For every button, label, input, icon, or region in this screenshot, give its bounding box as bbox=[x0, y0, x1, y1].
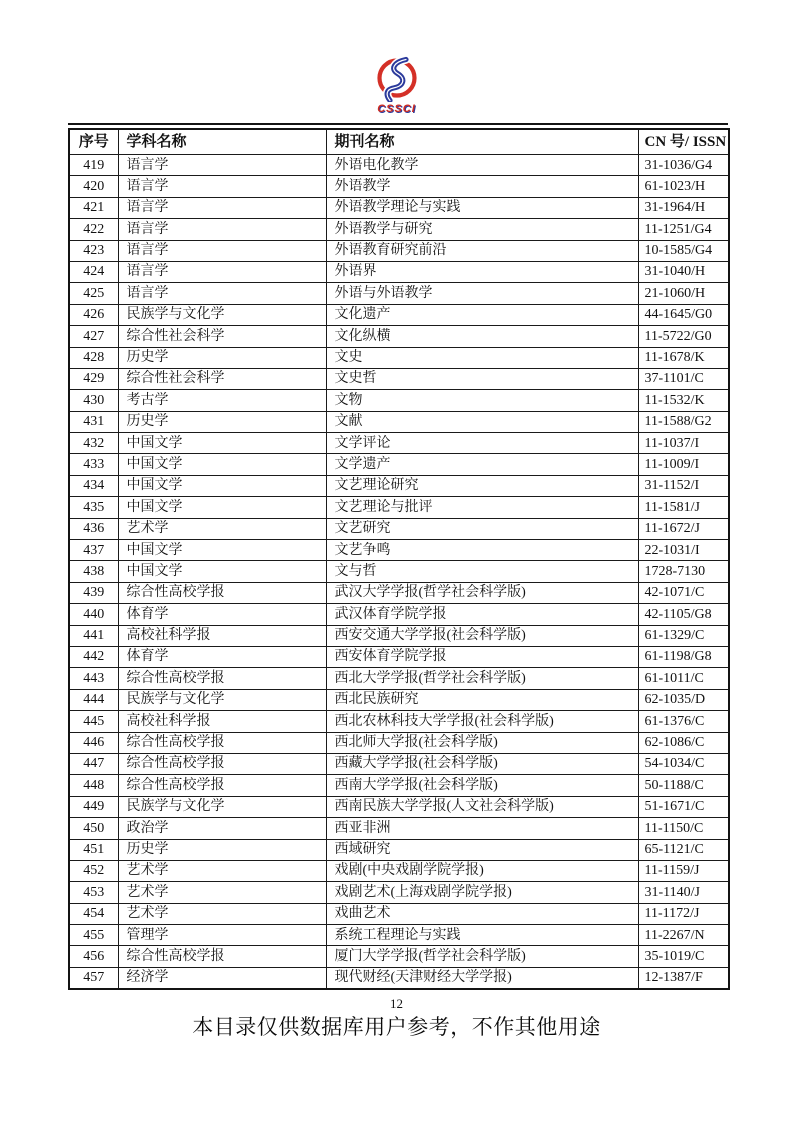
cell-serial: 452 bbox=[69, 860, 118, 881]
cell-serial: 431 bbox=[69, 411, 118, 432]
table-row bbox=[69, 561, 729, 582]
cell-discipline: 语言学 bbox=[118, 240, 326, 261]
cell-cn-issn: 65-1121/C bbox=[638, 839, 729, 860]
cell-cn-issn: 61-1329/C bbox=[638, 625, 729, 646]
cell-cn-issn: 42-1105/G8 bbox=[638, 604, 729, 625]
cell-serial: 444 bbox=[69, 689, 118, 710]
cell-serial: 454 bbox=[69, 903, 118, 924]
cell-journal: 文艺理论研究 bbox=[326, 475, 638, 496]
cell-discipline: 综合性高校学报 bbox=[118, 668, 326, 689]
cell-cn-issn: 11-1588/G2 bbox=[638, 411, 729, 432]
cell-discipline: 语言学 bbox=[118, 197, 326, 218]
table-row bbox=[69, 454, 729, 475]
cell-discipline: 艺术学 bbox=[118, 882, 326, 903]
table-row bbox=[69, 219, 729, 240]
cell-cn-issn: 11-1532/K bbox=[638, 390, 729, 411]
table-row bbox=[69, 411, 729, 432]
table-row bbox=[69, 176, 729, 197]
cell-journal: 文史哲 bbox=[326, 368, 638, 389]
cell-serial: 433 bbox=[69, 454, 118, 475]
cell-cn-issn: 31-1140/J bbox=[638, 882, 729, 903]
cell-journal: 厦门大学学报(哲学社会科学版) bbox=[326, 946, 638, 967]
cell-journal: 外语界 bbox=[326, 261, 638, 282]
cell-serial: 439 bbox=[69, 582, 118, 603]
table-row bbox=[69, 625, 729, 646]
cell-serial: 441 bbox=[69, 625, 118, 646]
cell-journal: 西北民族研究 bbox=[326, 689, 638, 710]
cell-discipline: 综合性高校学报 bbox=[118, 946, 326, 967]
cell-discipline: 综合性社会科学 bbox=[118, 368, 326, 389]
cell-journal: 西南民族大学学报(人文社会科学版) bbox=[326, 796, 638, 817]
cell-journal: 文物 bbox=[326, 390, 638, 411]
table-row bbox=[69, 967, 729, 989]
cell-cn-issn: 11-1581/J bbox=[638, 497, 729, 518]
cell-journal: 西安体育学院学报 bbox=[326, 646, 638, 667]
table-row bbox=[69, 240, 729, 261]
table-row bbox=[69, 903, 729, 924]
table-row bbox=[69, 326, 729, 347]
cell-journal: 外语教学 bbox=[326, 176, 638, 197]
cssci-logo bbox=[352, 56, 442, 115]
cell-serial: 457 bbox=[69, 967, 118, 989]
cell-serial: 426 bbox=[69, 304, 118, 325]
cell-journal: 外语教育研究前沿 bbox=[326, 240, 638, 261]
cell-serial: 436 bbox=[69, 518, 118, 539]
cell-serial: 450 bbox=[69, 818, 118, 839]
cell-discipline: 中国文学 bbox=[118, 561, 326, 582]
table-row bbox=[69, 818, 729, 839]
cell-cn-issn: 11-1150/C bbox=[638, 818, 729, 839]
table-row bbox=[69, 582, 729, 603]
table-row bbox=[69, 261, 729, 282]
table-row bbox=[69, 540, 729, 561]
table-row bbox=[69, 732, 729, 753]
cell-discipline: 艺术学 bbox=[118, 860, 326, 881]
cell-cn-issn: 44-1645/G0 bbox=[638, 304, 729, 325]
cell-serial: 425 bbox=[69, 283, 118, 304]
table-row bbox=[69, 197, 729, 218]
cell-serial: 427 bbox=[69, 326, 118, 347]
cell-serial: 438 bbox=[69, 561, 118, 582]
table-row bbox=[69, 946, 729, 967]
cell-cn-issn: 11-1251/G4 bbox=[638, 219, 729, 240]
cell-journal: 西藏大学学报(社会科学版) bbox=[326, 753, 638, 774]
table-row bbox=[69, 860, 729, 881]
cell-discipline: 艺术学 bbox=[118, 903, 326, 924]
page-number: 12 bbox=[390, 996, 403, 1011]
cell-cn-issn: 11-1678/K bbox=[638, 347, 729, 368]
cell-serial: 430 bbox=[69, 390, 118, 411]
table-row bbox=[69, 433, 729, 454]
cell-discipline: 考古学 bbox=[118, 390, 326, 411]
table-row bbox=[69, 475, 729, 496]
table-row bbox=[69, 925, 729, 946]
cell-journal: 西域研究 bbox=[326, 839, 638, 860]
cell-serial: 437 bbox=[69, 540, 118, 561]
cssci-logo-icon bbox=[369, 56, 425, 102]
cell-journal: 外语教学与研究 bbox=[326, 219, 638, 240]
cell-cn-issn: 61-1023/H bbox=[638, 176, 729, 197]
cell-journal: 文艺理论与批评 bbox=[326, 497, 638, 518]
table-row bbox=[69, 283, 729, 304]
cell-cn-issn: 62-1086/C bbox=[638, 732, 729, 753]
cell-journal: 外语与外语教学 bbox=[326, 283, 638, 304]
cell-serial: 455 bbox=[69, 925, 118, 946]
cell-cn-issn: 62-1035/D bbox=[638, 689, 729, 710]
cell-serial: 421 bbox=[69, 197, 118, 218]
cell-discipline: 艺术学 bbox=[118, 518, 326, 539]
cell-cn-issn: 31-1964/H bbox=[638, 197, 729, 218]
cell-cn-issn: 11-1672/J bbox=[638, 518, 729, 539]
cell-journal: 西北农林科技大学学报(社会科学版) bbox=[326, 711, 638, 732]
cell-cn-issn: 37-1101/C bbox=[638, 368, 729, 389]
cell-cn-issn: 12-1387/F bbox=[638, 967, 729, 989]
table-row bbox=[69, 390, 729, 411]
cell-discipline: 历史学 bbox=[118, 411, 326, 432]
cell-journal: 西安交通大学学报(社会科学版) bbox=[326, 625, 638, 646]
cell-discipline: 中国文学 bbox=[118, 454, 326, 475]
table-row bbox=[69, 368, 729, 389]
cell-cn-issn: 22-1031/I bbox=[638, 540, 729, 561]
cell-cn-issn: 61-1198/G8 bbox=[638, 646, 729, 667]
journal-table bbox=[68, 128, 730, 990]
cell-cn-issn: 11-1037/I bbox=[638, 433, 729, 454]
cell-discipline: 综合性高校学报 bbox=[118, 753, 326, 774]
cell-serial: 443 bbox=[69, 668, 118, 689]
cell-journal: 西北师大学报(社会科学版) bbox=[326, 732, 638, 753]
table-row bbox=[69, 497, 729, 518]
cell-serial: 440 bbox=[69, 604, 118, 625]
cell-discipline: 语言学 bbox=[118, 219, 326, 240]
cell-discipline: 高校社科学报 bbox=[118, 625, 326, 646]
cell-discipline: 经济学 bbox=[118, 967, 326, 989]
journal-table-container bbox=[68, 123, 728, 990]
table-row bbox=[69, 689, 729, 710]
cell-discipline: 历史学 bbox=[118, 839, 326, 860]
cell-discipline: 语言学 bbox=[118, 283, 326, 304]
cell-journal: 戏剧(中央戏剧学院学报) bbox=[326, 860, 638, 881]
cell-journal: 戏曲艺术 bbox=[326, 903, 638, 924]
cell-journal: 文艺争鸣 bbox=[326, 540, 638, 561]
cell-discipline: 民族学与文化学 bbox=[118, 689, 326, 710]
cell-serial: 424 bbox=[69, 261, 118, 282]
cell-discipline: 民族学与文化学 bbox=[118, 796, 326, 817]
cell-serial: 446 bbox=[69, 732, 118, 753]
cell-journal: 西北大学学报(哲学社会科学版) bbox=[326, 668, 638, 689]
table-row bbox=[69, 604, 729, 625]
cell-discipline: 综合性高校学报 bbox=[118, 775, 326, 796]
cell-journal: 戏剧艺术(上海戏剧学院学报) bbox=[326, 882, 638, 903]
cell-cn-issn: 31-1040/H bbox=[638, 261, 729, 282]
cell-cn-issn: 50-1188/C bbox=[638, 775, 729, 796]
cell-discipline: 管理学 bbox=[118, 925, 326, 946]
cell-serial: 423 bbox=[69, 240, 118, 261]
cell-cn-issn: 21-1060/H bbox=[638, 283, 729, 304]
cell-serial: 429 bbox=[69, 368, 118, 389]
cell-discipline: 语言学 bbox=[118, 155, 326, 176]
cell-serial: 422 bbox=[69, 219, 118, 240]
cell-serial: 432 bbox=[69, 433, 118, 454]
cell-discipline: 语言学 bbox=[118, 261, 326, 282]
footer-notice: 本目录仅供数据库用户参考，不作其他用途 bbox=[192, 1015, 601, 1039]
table-row bbox=[69, 711, 729, 732]
journal-table-body bbox=[69, 155, 729, 990]
cell-cn-issn: 42-1071/C bbox=[638, 582, 729, 603]
cell-journal: 外语教学理论与实践 bbox=[326, 197, 638, 218]
cell-cn-issn: 61-1011/C bbox=[638, 668, 729, 689]
cell-discipline: 综合性社会科学 bbox=[118, 326, 326, 347]
cell-discipline: 语言学 bbox=[118, 176, 326, 197]
cell-journal: 文艺研究 bbox=[326, 518, 638, 539]
cell-journal: 文学遗产 bbox=[326, 454, 638, 475]
cell-journal: 文献 bbox=[326, 411, 638, 432]
cell-discipline: 政治学 bbox=[118, 818, 326, 839]
cell-discipline: 历史学 bbox=[118, 347, 326, 368]
table-row bbox=[69, 518, 729, 539]
table-row bbox=[69, 347, 729, 368]
cell-journal: 文化遗产 bbox=[326, 304, 638, 325]
cell-cn-issn: 11-1159/J bbox=[638, 860, 729, 881]
cell-serial: 442 bbox=[69, 646, 118, 667]
cell-serial: 420 bbox=[69, 176, 118, 197]
cell-cn-issn: 11-1172/J bbox=[638, 903, 729, 924]
cell-discipline: 综合性高校学报 bbox=[118, 582, 326, 603]
cell-serial: 445 bbox=[69, 711, 118, 732]
cell-serial: 451 bbox=[69, 839, 118, 860]
cell-journal: 武汉体育学院学报 bbox=[326, 604, 638, 625]
table-row bbox=[69, 775, 729, 796]
cell-serial: 419 bbox=[69, 155, 118, 176]
cell-discipline: 中国文学 bbox=[118, 433, 326, 454]
cell-cn-issn: 10-1585/G4 bbox=[638, 240, 729, 261]
cell-cn-issn: 35-1019/C bbox=[638, 946, 729, 967]
cell-serial: 453 bbox=[69, 882, 118, 903]
cell-cn-issn: 11-1009/I bbox=[638, 454, 729, 475]
cell-cn-issn: 61-1376/C bbox=[638, 711, 729, 732]
table-row bbox=[69, 882, 729, 903]
cell-journal: 系统工程理论与实践 bbox=[326, 925, 638, 946]
header-row bbox=[69, 129, 729, 155]
table-row bbox=[69, 839, 729, 860]
cell-cn-issn: 31-1036/G4 bbox=[638, 155, 729, 176]
cell-journal: 西南大学学报(社会科学版) bbox=[326, 775, 638, 796]
cell-discipline: 中国文学 bbox=[118, 497, 326, 518]
table-row bbox=[69, 304, 729, 325]
cell-journal: 武汉大学学报(哲学社会科学版) bbox=[326, 582, 638, 603]
cell-cn-issn: 1728-7130 bbox=[638, 561, 729, 582]
cell-serial: 428 bbox=[69, 347, 118, 368]
table-row bbox=[69, 796, 729, 817]
cell-discipline: 民族学与文化学 bbox=[118, 304, 326, 325]
header-discipline: 学科名称 bbox=[118, 129, 326, 155]
cell-serial: 447 bbox=[69, 753, 118, 774]
header-serial: 序号 bbox=[69, 129, 118, 155]
cell-discipline: 综合性高校学报 bbox=[118, 732, 326, 753]
cell-cn-issn: 11-2267/N bbox=[638, 925, 729, 946]
cell-journal: 现代财经(天津财经大学学报) bbox=[326, 967, 638, 989]
cell-serial: 434 bbox=[69, 475, 118, 496]
cell-journal: 文史 bbox=[326, 347, 638, 368]
header-journal: 期刊名称 bbox=[326, 129, 638, 155]
cell-journal: 文与哲 bbox=[326, 561, 638, 582]
journal-table-header bbox=[69, 129, 729, 155]
cell-journal: 文化纵横 bbox=[326, 326, 638, 347]
table-row bbox=[69, 668, 729, 689]
cell-journal: 西亚非洲 bbox=[326, 818, 638, 839]
table-row bbox=[69, 646, 729, 667]
cell-discipline: 体育学 bbox=[118, 604, 326, 625]
table-row bbox=[69, 155, 729, 176]
cell-cn-issn: 51-1671/C bbox=[638, 796, 729, 817]
header-cn-issn: CN 号/ ISSN bbox=[638, 129, 729, 155]
cell-serial: 449 bbox=[69, 796, 118, 817]
cell-discipline: 高校社科学报 bbox=[118, 711, 326, 732]
table-row bbox=[69, 753, 729, 774]
cell-serial: 448 bbox=[69, 775, 118, 796]
cssci-logo-text: CSSCI bbox=[377, 103, 416, 115]
cell-serial: 435 bbox=[69, 497, 118, 518]
cell-discipline: 中国文学 bbox=[118, 540, 326, 561]
cell-journal: 外语电化教学 bbox=[326, 155, 638, 176]
cell-serial: 456 bbox=[69, 946, 118, 967]
cell-cn-issn: 54-1034/C bbox=[638, 753, 729, 774]
cell-discipline: 体育学 bbox=[118, 646, 326, 667]
cell-discipline: 中国文学 bbox=[118, 475, 326, 496]
cell-cn-issn: 11-5722/G0 bbox=[638, 326, 729, 347]
cell-cn-issn: 31-1152/I bbox=[638, 475, 729, 496]
cell-journal: 文学评论 bbox=[326, 433, 638, 454]
